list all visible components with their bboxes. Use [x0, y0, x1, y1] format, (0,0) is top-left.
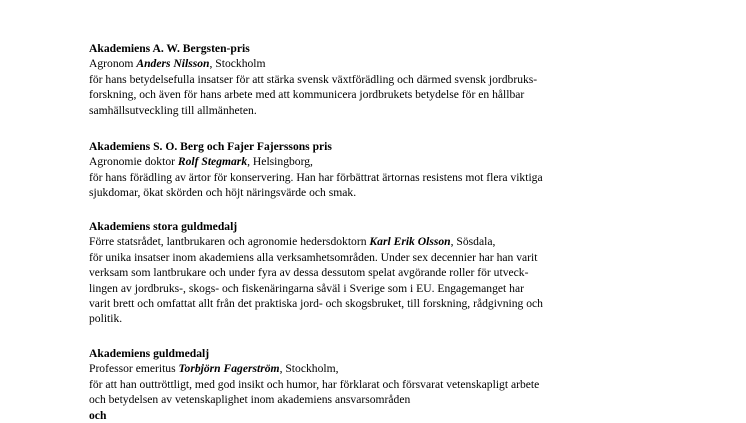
citation-line: och betydelsen av vetenskaplighet inom akademiens ansvarsområden	[89, 393, 411, 407]
citation-line: varit brett och omfattat allt från det praktiska jord- och skogsbruket, till forskning, rådgivning och	[89, 297, 543, 311]
citation-line: för unika insatser inom akademiens alla verksamhetsområden. Under sex decennier har han varit	[89, 250, 538, 264]
award-heading: Akademiens A. W. Bergsten-pris	[89, 42, 250, 55]
citation-line: sjukdomar, ökat skörden och höjt näringsvärde och smak.	[89, 186, 357, 200]
citation-line: för hans förädling av ärtor för konservering. Han har förbättrat ärtornas resistens mot flera viktiga	[89, 170, 543, 184]
recipient-name: Torbjörn Fagerström	[178, 362, 280, 376]
recipient-place: , Helsingborg,	[247, 155, 313, 169]
award-section-guldmedalj	[89, 346, 649, 423]
award-section-berg-fajersson	[89, 139, 649, 201]
trailing-word: och	[89, 408, 107, 422]
citation-line: forskning, och även för hans arbete med att kommunicera jordbrukets betydelse för en hållbar	[89, 88, 525, 102]
award-section-stora-guldmedalj	[89, 219, 649, 327]
award-heading: Akademiens stora guldmedalj	[89, 220, 238, 233]
citation-line: för hans betydelsefulla insatser för att stärka svensk växtförädling och därmed svensk jordbruks-	[89, 72, 538, 86]
recipient-title: Professor emeritus	[89, 362, 179, 376]
citation-line: för att han outtröttligt, med god insikt och humor, har förklarat och försvarat vetenskapligt arbete	[89, 377, 540, 391]
recipient-name: Anders Nilsson	[136, 57, 210, 71]
citation-line: verksam som lantbrukare och under fyra av dessa dessutom spelat avgörande roller för utveck-	[89, 266, 529, 280]
award-heading: Akademiens S. O. Berg och Fajer Fajerssons pris	[89, 140, 332, 153]
recipient-line	[89, 154, 649, 169]
recipient-line	[89, 56, 649, 71]
recipient-place: , Sösdala,	[450, 235, 496, 249]
recipient-title: Agronom	[89, 57, 137, 71]
citation-line: samhällsutveckling till allmänheten.	[89, 103, 257, 117]
recipient-place: , Stockholm	[209, 57, 266, 71]
recipient-title: Förre statsrådet, lantbrukaren och agronomie hedersdoktorn	[89, 235, 370, 249]
document-page	[89, 0, 649, 422]
recipient-line	[89, 361, 649, 376]
award-heading: Akademiens guldmedalj	[89, 347, 210, 360]
recipient-line	[89, 234, 649, 249]
citation-line: politik.	[89, 312, 123, 326]
recipient-title: Agronomie doktor	[89, 155, 178, 169]
citation-line: lingen av jordbruks-, skogs- och fiskenäringarna såväl i Sverige som i EU. Engagemanget har	[89, 281, 524, 295]
recipient-place: , Stockholm,	[279, 362, 339, 376]
award-section-bergsten	[89, 41, 649, 118]
recipient-name: Rolf Stegmark	[177, 155, 248, 169]
recipient-name: Karl Erik Olsson	[369, 235, 451, 249]
